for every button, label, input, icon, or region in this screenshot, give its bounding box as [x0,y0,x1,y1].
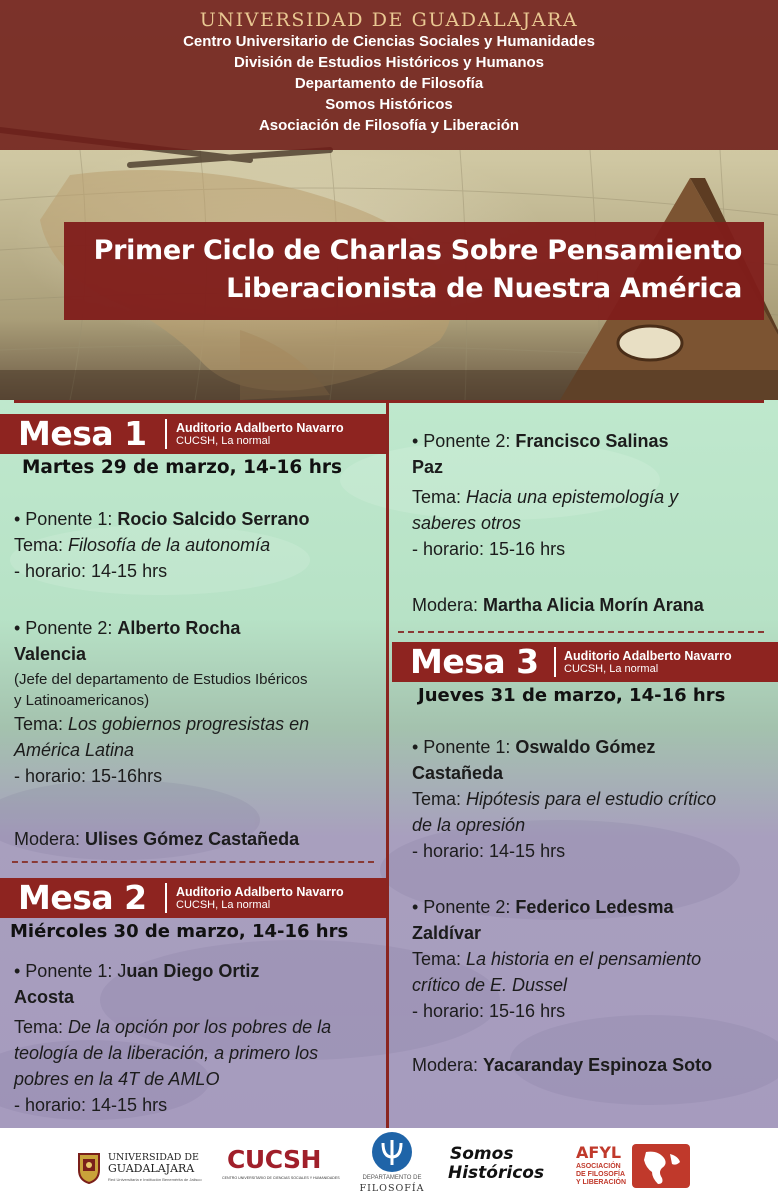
mesa-3-speaker-1 [412,734,716,864]
udg-text-c: Red Universitaria e Institución Benemérita de Jalisco [108,1177,202,1182]
filosofia-text-b: FILOSOFÍA [359,1183,425,1194]
mesa-3-location: CUCSH, La normal [564,663,659,675]
mesa-2-moderator [412,592,704,618]
org-line-afyl: Asociación de Filosofía y Liberación [258,117,520,134]
mesa-3-p1-prefix: • Ponente 1: [412,737,516,757]
mesa-2-modera: Martha Alicia Morín Arana [483,595,704,615]
mesa-2-p2-tema-a: Hacia una epistemología y [466,487,679,507]
event-title-line-1: Primer Ciclo de Charlas Sobre Pensamiento [93,235,742,266]
mesa-2-p2-tema-label: Tema: [412,487,467,507]
mesa-1-p1-tema-label: Tema: [14,535,69,555]
mesa-2-location: CUCSH, La normal [176,899,271,911]
mesa-3-p1-name-a: Oswaldo Gómez [515,737,656,757]
mesa-1-auditorium: Auditorio Adalberto Navarro [176,421,344,435]
mesa-1-modera-label: Modera: [14,829,86,849]
mesa-3-p2-tema-a: La historia en el pensamiento [466,949,702,969]
mesa-2-p1-name-b: Acosta [14,987,75,1007]
event-title-box [64,222,764,320]
mesa-2-header [0,878,386,918]
mesa-2-p2-tema-b: saberes otros [412,513,522,533]
university-name: UNIVERSIDAD DE GUADALAJARA [199,9,579,31]
mesa-3-header [392,642,778,682]
mesa-1-p2-name-b: Valencia [14,644,87,664]
institution-band [0,0,778,150]
mesa-1-speaker-2 [14,615,309,789]
mesa-3-auditorium: Auditorio Adalberto Navarro [564,649,732,663]
americas-map-icon [632,1144,690,1188]
event-title-line-2: Liberacionista de Nuestra América [226,273,742,304]
sponsor-logos [0,1128,778,1200]
mesa-3-modera: Yacaranday Espinoza Soto [483,1055,713,1075]
mesa-3-p2-name-b: Zaldívar [412,923,482,943]
mesa-1-p2-note-b: y Latinoamericanos) [14,692,150,709]
mesa-1-speaker-1 [14,506,309,584]
mesa-1-p2-name-a: Alberto Rocha [117,618,241,638]
mesa-1-location: CUCSH, La normal [176,435,271,447]
mesa-2-p1-tema-label: Tema: [14,1017,69,1037]
mesa-3-date: Jueves 31 de marzo, 14-16 hrs [418,685,726,706]
mesa-3-modera-label: Modera: [412,1055,484,1075]
mesa-2-auditorium: Auditorio Adalberto Navarro [176,885,344,899]
mesa-2-separator [165,883,167,913]
mesa-1-p1-prefix: • Ponente 1: [14,509,118,529]
mesa-3-p1-tema-b: de la opresión [412,815,526,835]
mesa-3-separator [554,647,556,677]
mesa-2-p2-name-a: Francisco Salinas [515,431,669,451]
udg-text-b: GUADALAJARA [108,1162,195,1175]
cucsh-subtitle: CENTRO UNIVERSITARIO DE CIENCIAS SOCIALES Y HUMANIDADES [222,1176,340,1180]
somos-text: Somos [450,1144,514,1164]
mesa-2-title: Mesa 2 [18,878,147,917]
mesa-3-p2-horario: - horario: 15-16 hrs [412,1001,566,1021]
mesa-1-p2-tema-a: Los gobiernos progresistas en [68,714,310,734]
mesa-1-p2-tema-label: Tema: [14,714,69,734]
mesa-2-p2-name-b: Paz [412,457,444,477]
udg-crest-icon [76,1150,102,1184]
mesa-2-date: Miércoles 30 de marzo, 14-16 hrs [10,921,349,942]
afyl-subtitle-b: DE FILOSOFÍA [576,1171,625,1178]
mesa-2-speaker-1 [14,958,331,1118]
top-divider [14,400,764,403]
mesa-1-p2-tema-b: América Latina [14,740,135,760]
afyl-text: AFYL [576,1143,622,1162]
column-divider [386,400,389,1128]
udg-logo [76,1148,206,1188]
mesa-2-p1-horario: - horario: 14-15 hrs [14,1095,168,1115]
mesa-3-p1-tema-label: Tema: [412,789,467,809]
mesa-3-p2-tema-b: crítico de E. Dussel [412,975,568,995]
mesa-1-p2-prefix: • Ponente 2: [14,618,118,638]
mesa-2-p2-horario: - horario: 15-16 hrs [412,539,566,559]
mesa-3-speaker-2 [412,894,701,1024]
mesa-1-date: Martes 29 de marzo, 14-16 hrs [22,457,343,478]
mesa-2-p1-tema-a: De la opción por los pobres de la [68,1017,332,1037]
mesa-2-p1-prefix: • Ponente 1: J [14,961,127,981]
filosofia-logo [352,1131,432,1197]
mesa-3-p1-name-b: Castañeda [412,763,504,783]
mesa-3-p2-name-a: Federico Ledesma [515,897,674,917]
mesa-1-moderator [14,826,299,852]
program-panels [0,400,778,1128]
mesa-2-modera-label: Modera: [412,595,484,615]
mesa-2-p1-name-a: uan Diego Ortiz [126,961,260,981]
mesa-1-p1-horario: - horario: 14-15 hrs [14,561,168,581]
mesa-1-header [0,414,386,454]
udg-text-a: UNIVERSIDAD DE [108,1152,199,1163]
historicos-text: Históricos [448,1163,545,1183]
mesa-3-title: Mesa 3 [410,642,539,681]
mesa-3-p2-prefix: • Ponente 2: [412,897,516,917]
mesa-3-p1-horario: - horario: 14-15 hrs [412,841,566,861]
afyl-subtitle-a: ASOCIACIÓN [576,1163,621,1170]
mesa-2-p1-tema-b: teología de la liberación, a primero los [14,1043,319,1063]
afyl-subtitle-c: Y LIBERACIÓN [576,1179,627,1186]
filosofia-text-a: DEPARTAMENTO DE [362,1175,422,1181]
mesa-3-moderator [412,1052,712,1078]
mesa-1-p1-tema: Filosofía de la autonomía [68,535,271,555]
somos-historicos-logo [448,1144,558,1188]
mesa-1-divider [12,861,374,863]
psi-circle-icon [371,1131,413,1173]
org-line-department: Departamento de Filosofía [294,75,484,92]
mesa-1-separator [165,419,167,449]
mesa-1-modera: Ulises Gómez Castañeda [85,829,300,849]
mesa-1-title: Mesa 1 [18,414,147,453]
org-line-somos-historicos: Somos Históricos [325,96,453,113]
mesa-2-divider [398,631,764,633]
mesa-1-p1-name: Rocio Salcido Serrano [117,509,310,529]
mesa-2-p1-tema-c: pobres en la 4T de AMLO [14,1069,220,1089]
afyl-logo [576,1144,692,1190]
mesa-3-p1-tema-a: Hipótesis para el estudio crítico [466,789,717,809]
org-line-division: División de Estudios Históricos y Humanos [233,54,545,71]
mesa-2-speaker-2 [412,428,678,562]
cucsh-text: CUCSH [227,1145,321,1174]
mesa-1-p2-horario: - horario: 15-16hrs [14,766,163,786]
mesa-1-p2-note-a: (Jefe del departamento de Estudios Ibéricos [14,671,308,688]
poster-header [0,0,778,400]
mesa-3-p2-tema-label: Tema: [412,949,467,969]
org-line-cucsh: Centro Universitario de Ciencias Sociales y Humanidades [183,33,595,50]
cucsh-logo [222,1145,340,1190]
mesa-2-p2-prefix: • Ponente 2: [412,431,516,451]
